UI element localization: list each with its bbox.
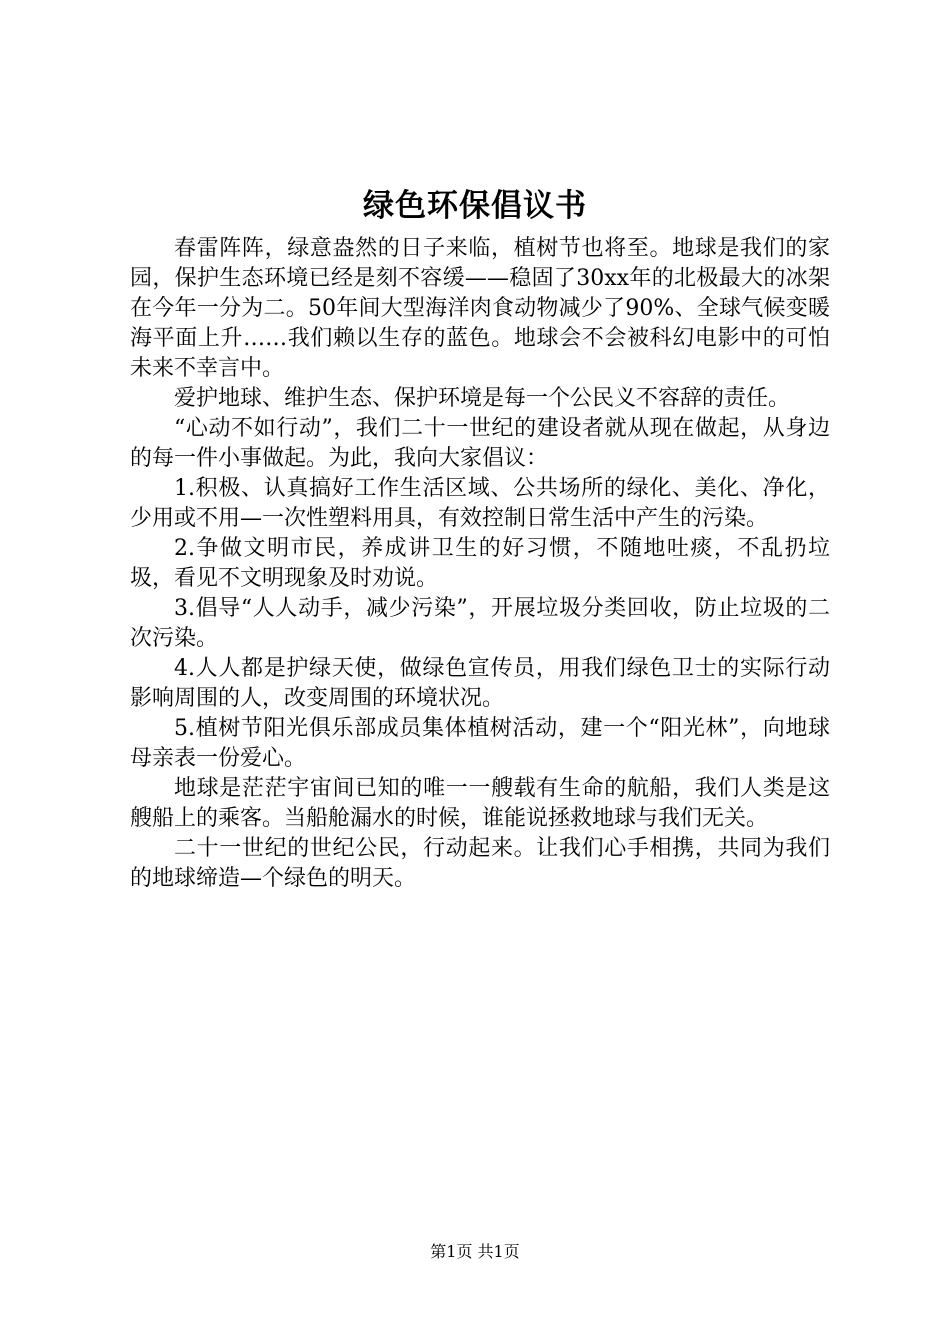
paragraph-responsibility: 爱护地球、维护生态、保护环境是每一个公民义不容辞的责任。	[174, 386, 791, 411]
proposal-item-4: 4.人人都是护绿天使，做绿色宣传员，用我们绿色卫士的实际行动影响周围的人，改变周围的环境状况。	[130, 656, 830, 711]
proposal-item-2: 2.争做文明市民，养成讲卫生的好习惯，不随地吐痰，不乱扔垃圾，看见不文明现象及时劝说。	[130, 536, 830, 591]
paragraph-closing: 二十一世纪的世纪公民，行动起来。让我们心手相携，共同为我们的地球缔造—个绿色的明天。	[130, 836, 830, 891]
document-body	[130, 234, 830, 894]
paragraph-intro: 春雷阵阵，绿意盎然的日子来临，植树节也将至。地球是我们的家园，保护生态环境已经是刻不容缓——稳固了30xx年的北极最大的冰架在今年一分为二。50年间大型海洋肉食动物减少了90%、全球气候变暖海平面上升……我们赖以生存的蓝色。地球会不会被科幻电影中的可怕未来不幸言中。	[130, 236, 830, 381]
proposal-item-3: 3.倡导“人人动手，减少污染”，开展垃圾分类回收，防止垃圾的二次污染。	[130, 596, 830, 651]
paragraph-call-to-action: “心动不如行动”，我们二十一世纪的建设者就从现在做起，从身边的每一件小事做起。为此，我向大家倡议：	[130, 416, 830, 471]
proposal-item-5: 5.植树节阳光俱乐部成员集体植树活动，建一个“阳光林”，向地球母亲表一份爱心。	[130, 716, 830, 771]
document-title: 绿色环保倡议书	[363, 188, 587, 224]
proposal-item-1: 1.积极、认真搞好工作生活区域、公共场所的绿化、美化、净化，少用或不用—一次性塑料用具，有效控制日常生活中产生的污染。	[130, 476, 830, 531]
paragraph-earth-ship: 地球是茫茫宇宙间已知的唯一一艘载有生命的航船，我们人类是这艘船上的乘客。当船舱漏水的时候，谁能说拯救地球与我们无关。	[130, 776, 830, 831]
page-footer: 第1页 共1页	[430, 1242, 520, 1261]
